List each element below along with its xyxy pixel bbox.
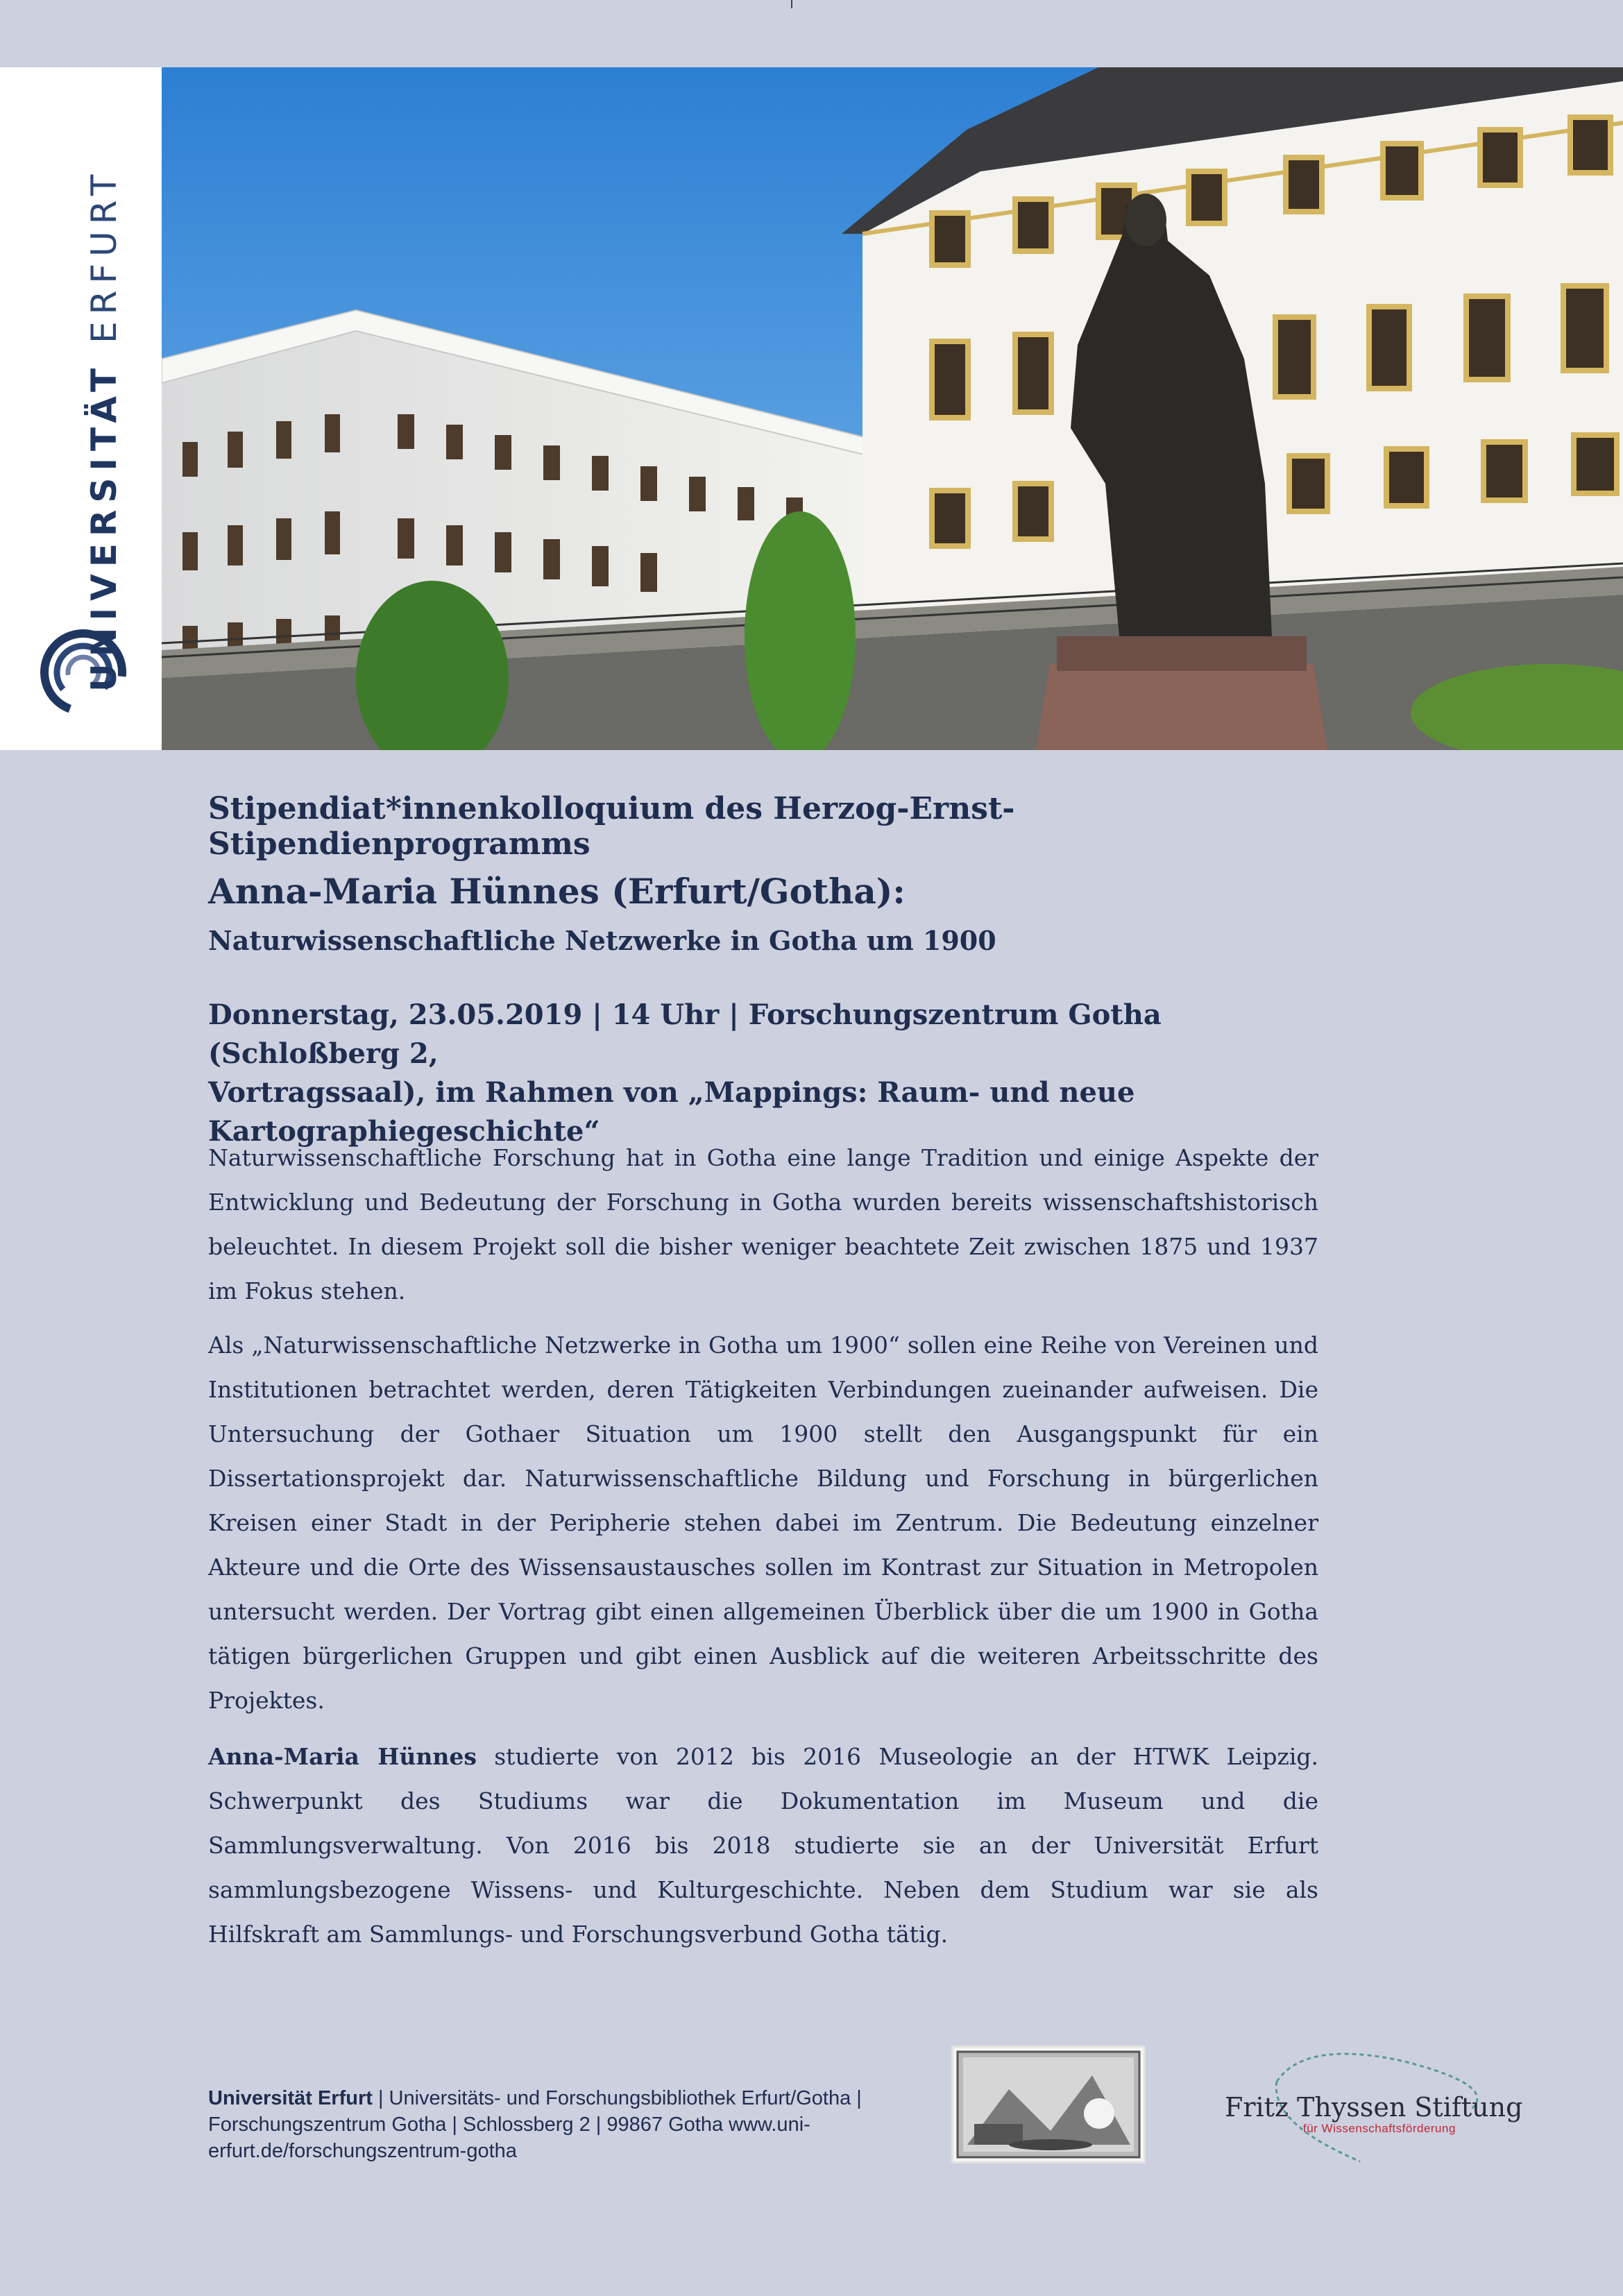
header-photo-schloss-friedenstein bbox=[162, 67, 1623, 750]
historical-engraving-image bbox=[951, 2046, 1146, 2163]
event-date-line-2: Vortragssaal), im Rahmen von „Mappings: Raum- und neue bbox=[208, 1076, 1135, 1109]
footer-address-text: | Universitäts- und Forschungsbibliothek Erfurt/Gotha | Forschungszentrum Gotha | Schlossberg 2 | 99867 Gotha www.uni-erfurt.de/forschungszentrum-gotha bbox=[208, 2087, 862, 2162]
university-logo-text bbox=[84, 168, 124, 692]
top-tick-mark bbox=[791, 0, 792, 8]
university-logo-panel bbox=[0, 67, 162, 750]
speaker-heading: Anna-Maria Hünnes (Erfurt/Gotha): bbox=[208, 871, 906, 912]
logo-word-erfurt: ERFURT bbox=[84, 167, 124, 343]
fritz-thyssen-stiftung-logo bbox=[1221, 2047, 1523, 2165]
sponsor-name: Fritz Thyssen Stiftung bbox=[1225, 2092, 1523, 2123]
logo-word-universitaet: UNIVERSITÄT bbox=[84, 361, 124, 692]
header-band bbox=[0, 67, 1623, 750]
event-date-location bbox=[208, 996, 1318, 1151]
abstract-paragraph-2: Als „Naturwissenschaftliche Netzwerke in Gotha um 1900“ sollen eine Reihe von Vereinen und Institutionen betrachtet werden, deren Tätigkeiten Verbindungen zueinander aufweisen. Die Untersuchung der Gothaer Situation um 1900 stellt den Ausgangspunkt für ein Dissertationsprojekt dar. Naturwissenschaftliche Bildung und Forschung in bürgerlichen Kreisen einer Stadt in der Peripherie stehen dabei im Zentrum. Die Bedeutung einzelner Akteure und die Orte des Wissensaustausches sollen im Kontrast zur Situation in Metropolen untersucht werden. Der Vortrag gibt einen allgemeinen Überblick über die um 1900 in Gotha tätigen bürgerlichen Gruppen und gibt einen Ausblick auf die weiteren Arbeitsschritte des Projektes. bbox=[208, 1332, 1318, 1714]
abstract-paragraph-1: Naturwissenschaftliche Forschung hat in Gotha eine lange Tradition und einige Aspekte der Entwicklung und Bedeutung der Forschung in Gotha wurden bereits wissenschaftshistorisch beleuchtet. In diesem Projekt soll die bisher weniger beachtete Zeit zwischen 1875 und 1937 im Fokus stehen. bbox=[208, 1144, 1318, 1304]
footer-address bbox=[208, 2085, 916, 2164]
event-date-line-1: Donnerstag, 23.05.2019 | 14 Uhr | Forschungszentrum Gotha (Schloßberg 2, bbox=[208, 998, 1162, 1070]
bio-text: studierte von 2012 bis 2016 Museologie an der HTWK Leipzig. Schwerpunkt des Studiums war die Dokumentation im Museum und die Sammlungsverwaltung. Von 2016 bis 2018 studierte sie an der Universität Erfurt sammlungsbezogene Wissens- und Kulturgeschichte. Neben dem Studium war sie als Hilfskraft am Sammlungs- und Forschungsverbund Gotha tätig. bbox=[208, 1743, 1318, 1948]
talk-title: Naturwissenschaftliche Netzwerke in Gotha um 1900 bbox=[208, 925, 996, 956]
event-date-line-3: Kartographiegeschichte“ bbox=[208, 1115, 600, 1148]
sponsor-subtitle: für Wissenschaftsförderung bbox=[1303, 2122, 1456, 2135]
speaker-bio-paragraph bbox=[208, 1735, 1318, 1957]
colloquium-series-heading: Stipendiat*innenkolloquium des Herzog-Ernst-Stipendienprogramms bbox=[208, 791, 1015, 862]
bio-speaker-name: Anna-Maria Hünnes bbox=[208, 1743, 477, 1770]
footer-institution: Universität Erfurt bbox=[208, 2087, 373, 2109]
